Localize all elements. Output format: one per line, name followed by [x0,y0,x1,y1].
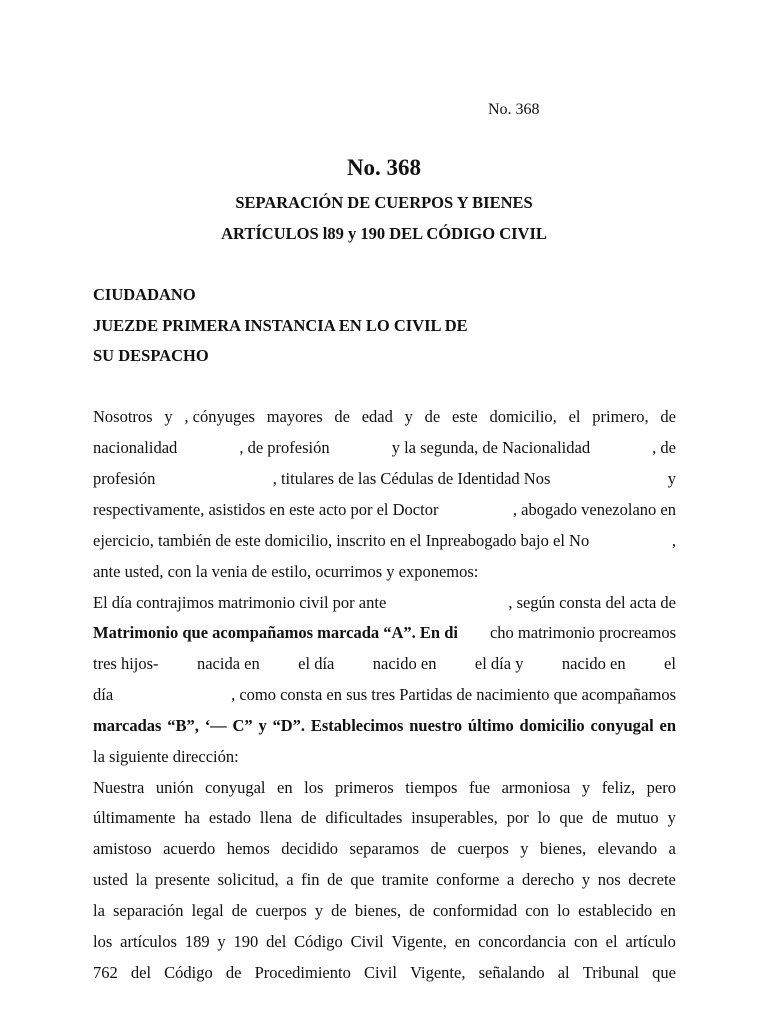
word: lo [557,901,570,920]
word: el [664,654,676,673]
body-line [93,900,676,922]
word: el día y [474,654,524,673]
word: el [605,932,618,951]
word: presente [155,870,210,889]
word: Nosotros [93,407,153,426]
body-line [93,777,676,799]
word: el [568,407,581,426]
word: , como consta en sus tres Partidas de nacimiento que acompañamos [231,685,676,704]
word: acuerdo [163,839,216,858]
addressee-line: CIUDADANO [93,285,196,304]
word: tres hijos- [93,654,159,673]
word: artículos [120,932,177,951]
word: el día [298,654,335,673]
word: cho matrimonio procreamos [489,623,676,642]
word: de [331,901,347,920]
word: lo [537,808,551,827]
word: y [217,932,226,951]
word: con [573,932,598,951]
body-line [93,838,676,860]
word: usted [93,870,128,889]
word: tiempos [405,778,458,797]
document-subtitle: ARTÍCULOS l89 y 190 DEL CÓDIGO CIVIL [221,224,547,243]
document-subtitle: SEPARACIÓN DE CUERPOS Y BIENES [235,193,533,212]
word: de [231,901,248,920]
word: Tribunal [582,963,639,982]
word: que [652,963,676,982]
word: último [467,716,514,735]
word: que [350,870,375,889]
word: “D”. [272,716,306,735]
body-line [93,561,676,583]
word: nacido en [561,654,626,673]
word: nacionalidad [93,438,178,457]
body-line [93,406,676,428]
word: C” [232,716,253,735]
word: Civil [350,932,384,951]
word: nacido en [372,654,437,673]
word: de [327,870,343,889]
word: fin [301,870,320,889]
word: día [93,685,114,704]
word: y [667,469,676,488]
body-line [93,746,676,768]
word: a [286,870,294,889]
page-number: No. 368 [488,101,540,118]
word: , según consta del acta de [508,593,676,612]
word: y la segunda, de Nacionalidad [391,438,591,457]
word: domicilio, [489,407,557,426]
word: Procedimiento [254,963,351,982]
word: amistoso [93,839,152,858]
word: de [424,407,441,426]
word: ‘— [204,716,227,735]
word: conyugal [590,716,654,735]
word: de [225,963,242,982]
word: en [277,778,293,797]
word: Matrimonio que acompañamos marcada “A”. En di [93,623,458,642]
word: de [300,808,317,827]
word: bienes, [539,839,587,858]
word: del [266,932,287,951]
word: conyugal [205,778,266,797]
word: en [659,716,676,735]
word: nuestro [409,716,463,735]
word: cuerpos [457,839,509,858]
word: Código [294,932,343,951]
word: decrete [628,870,676,889]
word: conforme [436,870,500,889]
word: mayores [266,407,323,426]
word: conformidad [432,901,518,920]
word: , [671,531,676,550]
word: este [452,407,478,426]
body-line [93,468,676,490]
word: 189 [184,932,210,951]
addressee-line: SU DESPACHO [93,346,209,365]
word: respectivamente, asistidos en este acto por el Doctor [93,500,439,519]
body-line [93,807,676,829]
word: armoniosa [501,778,571,797]
word: , de [652,438,676,457]
body-line [93,530,676,552]
body-line [93,684,676,706]
word: edad [361,407,393,426]
word: Civil [363,963,397,982]
word: , cónyuges [184,407,255,426]
word: de [660,407,676,426]
body-line [93,653,676,675]
word: profesión [93,469,156,488]
word: los [304,778,324,797]
word: a [507,870,515,889]
word: ejercicio, también de este domicilio, inscrito en el Inpreabogado bajo el No [93,531,590,550]
word: Vigente, [410,963,466,982]
word: del [130,963,152,982]
word: bienes, [354,901,402,920]
word: establecido [578,901,653,920]
word: legal [191,901,224,920]
addressee-line: JUEZDE PRIMERA INSTANCIA EN LO CIVIL DE [93,316,468,335]
word: primero, [592,407,649,426]
word: , titulares de las Cédulas de Identidad Nos [272,469,551,488]
word: mutuo [616,808,659,827]
word: elevando [597,839,658,858]
word: de [409,901,425,920]
word: artículo [625,932,676,951]
word: por [506,808,529,827]
body-line [93,622,676,644]
body-line [93,499,676,521]
word: , de profesión [239,438,330,457]
word: estado [208,808,251,827]
word: “B”, [167,716,199,735]
word: 190 [233,932,259,951]
word: últimamente [93,808,176,827]
document-title: No. 368 [346,155,422,180]
word: y [258,716,267,735]
word: hemos [226,839,270,858]
word: 762 [93,963,118,982]
word: de [430,839,447,858]
word: y [164,407,173,426]
word: y [667,808,676,827]
word: Código [164,963,213,982]
word: la siguiente dirección: [93,747,239,766]
word: con [525,901,550,920]
word: primeros [334,778,394,797]
word: y [520,839,529,858]
word: dificultades [325,808,403,827]
word: que [559,808,584,827]
word: señalando [478,963,545,982]
word: y [314,901,324,920]
word: y [581,870,591,889]
word: feliz, [601,778,636,797]
word: la [93,901,105,920]
word: y [581,778,591,797]
word: ha [184,808,200,827]
word: Establecimos [310,716,404,735]
word: concordancia [478,932,567,951]
word: Nuestra [93,778,145,797]
word: de [592,808,608,827]
word: derecho [521,870,575,889]
word: insuperables, [411,808,498,827]
word: al [557,963,570,982]
word: domicilio [519,716,585,735]
word: de [334,407,350,426]
word: los [93,932,113,951]
body-line [93,869,676,891]
word: pero [646,778,676,797]
word: a [668,839,676,858]
word: tramite [381,870,429,889]
word: separación [113,901,184,920]
word: en [660,901,676,920]
word: decidido [281,839,339,858]
body-line [93,962,676,984]
body-line [93,437,676,459]
word: , abogado venezolano en [512,500,676,519]
word: llena [259,808,292,827]
word: nacida en [196,654,260,673]
word: fue [468,778,491,797]
word: marcadas [93,716,162,735]
word: ante usted, con la venia de estilo, ocurrimos y exponemos: [93,562,479,581]
word: Vigente, [391,932,447,951]
word: cuerpos [255,901,307,920]
word: unión [155,778,194,797]
word: nos [597,870,621,889]
body-line [93,715,676,737]
word: en [454,932,471,951]
word: y [404,407,413,426]
body-line [93,592,676,614]
word: separamos [349,839,420,858]
word: la [135,870,148,889]
body-line [93,931,676,953]
word: El día contrajimos matrimonio civil por ante [93,593,387,612]
word: solicitud, [217,870,279,889]
